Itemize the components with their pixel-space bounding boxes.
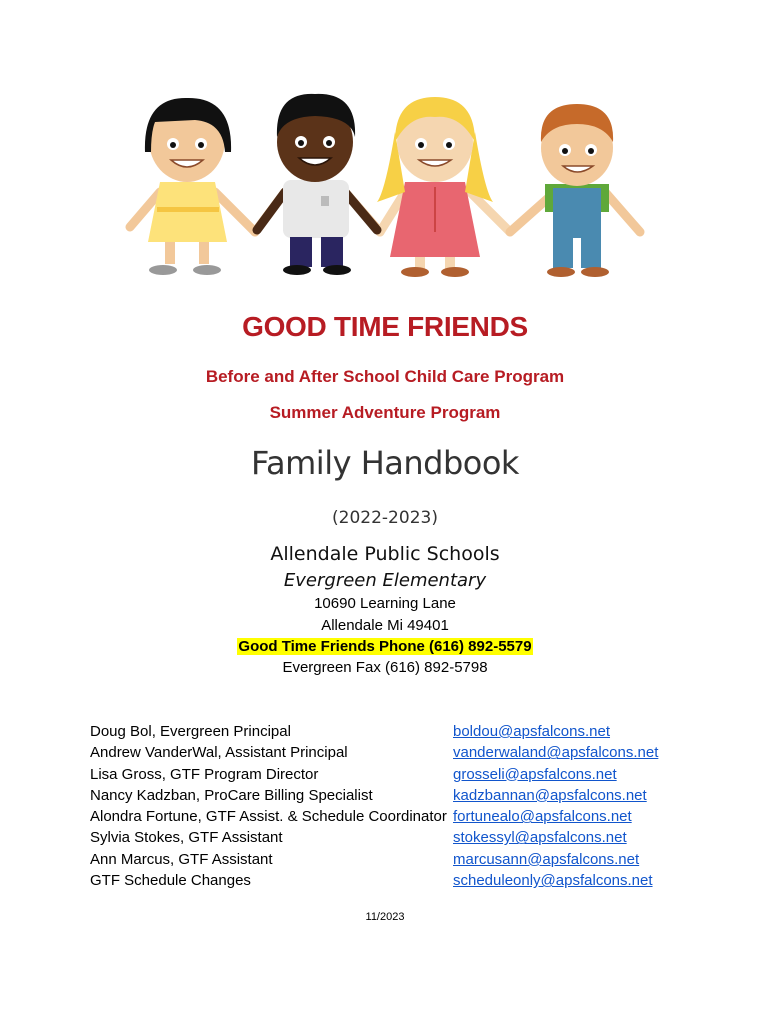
staff-row bbox=[90, 808, 710, 829]
phone-line bbox=[0, 638, 770, 655]
child-1 bbox=[145, 98, 231, 275]
staff-row bbox=[90, 723, 710, 744]
children-holding-hands-icon bbox=[115, 92, 655, 284]
staff-row bbox=[90, 829, 710, 850]
staff-email-link[interactable]: kadzbannan@apsfalcons.net bbox=[453, 786, 647, 804]
staff-name: GTF Schedule Changes bbox=[90, 872, 251, 890]
staff-name: Lisa Gross, GTF Program Director bbox=[90, 765, 319, 783]
child-2 bbox=[277, 94, 355, 275]
address-line-1: 10690 Learning Lane bbox=[314, 595, 456, 612]
staff-row bbox=[90, 766, 710, 787]
district-name: Allendale Public Schools bbox=[270, 543, 500, 565]
staff-email-link[interactable]: stokessyl@apsfalcons.net bbox=[453, 829, 627, 847]
handbook-year: (2022-2023) bbox=[332, 508, 438, 528]
staff-name: Alondra Fortune, GTF Assist. & Schedule Coordinator bbox=[90, 808, 447, 826]
staff-email-link[interactable]: marcusann@apsfalcons.net bbox=[453, 850, 640, 868]
child-4 bbox=[541, 104, 613, 277]
staff-email-link[interactable]: grosseli@apsfalcons.net bbox=[453, 765, 617, 783]
staff-name: Nancy Kadzban, ProCare Billing Specialist bbox=[90, 786, 373, 804]
staff-row bbox=[90, 787, 710, 808]
staff-row bbox=[90, 744, 710, 765]
footer-date: 11/2023 bbox=[365, 911, 405, 923]
staff-row bbox=[90, 872, 710, 893]
fax-line: Evergreen Fax (616) 892-5798 bbox=[282, 659, 488, 676]
program-subtitle-1: Before and After School Child Care Program bbox=[205, 367, 565, 386]
address-line-2: Allendale Mi 49401 bbox=[321, 617, 449, 634]
staff-row bbox=[90, 851, 710, 872]
school-name: Evergreen Elementary bbox=[283, 570, 487, 591]
staff-email-link[interactable]: vanderwaland@apsfalcons.net bbox=[453, 744, 659, 762]
staff-email-link[interactable]: scheduleonly@apsfalcons.net bbox=[453, 872, 653, 890]
phone-highlight: Good Time Friends Phone (616) 892-5579 bbox=[238, 638, 532, 655]
staff-list bbox=[90, 723, 710, 893]
handbook-title: Family Handbook bbox=[251, 444, 519, 482]
child-3 bbox=[377, 97, 493, 277]
page-title: GOOD TIME FRIENDS bbox=[242, 311, 528, 342]
staff-name: Andrew VanderWal, Assistant Principal bbox=[90, 744, 348, 762]
staff-email-link[interactable]: fortunealo@apsfalcons.net bbox=[453, 808, 632, 826]
program-subtitle-2: Summer Adventure Program bbox=[269, 403, 501, 422]
staff-email-link[interactable]: boldou@apsfalcons.net bbox=[453, 723, 611, 740]
staff-name: Ann Marcus, GTF Assistant bbox=[90, 850, 273, 868]
staff-name: Doug Bol, Evergreen Principal bbox=[90, 723, 291, 740]
staff-name: Sylvia Stokes, GTF Assistant bbox=[90, 829, 283, 847]
